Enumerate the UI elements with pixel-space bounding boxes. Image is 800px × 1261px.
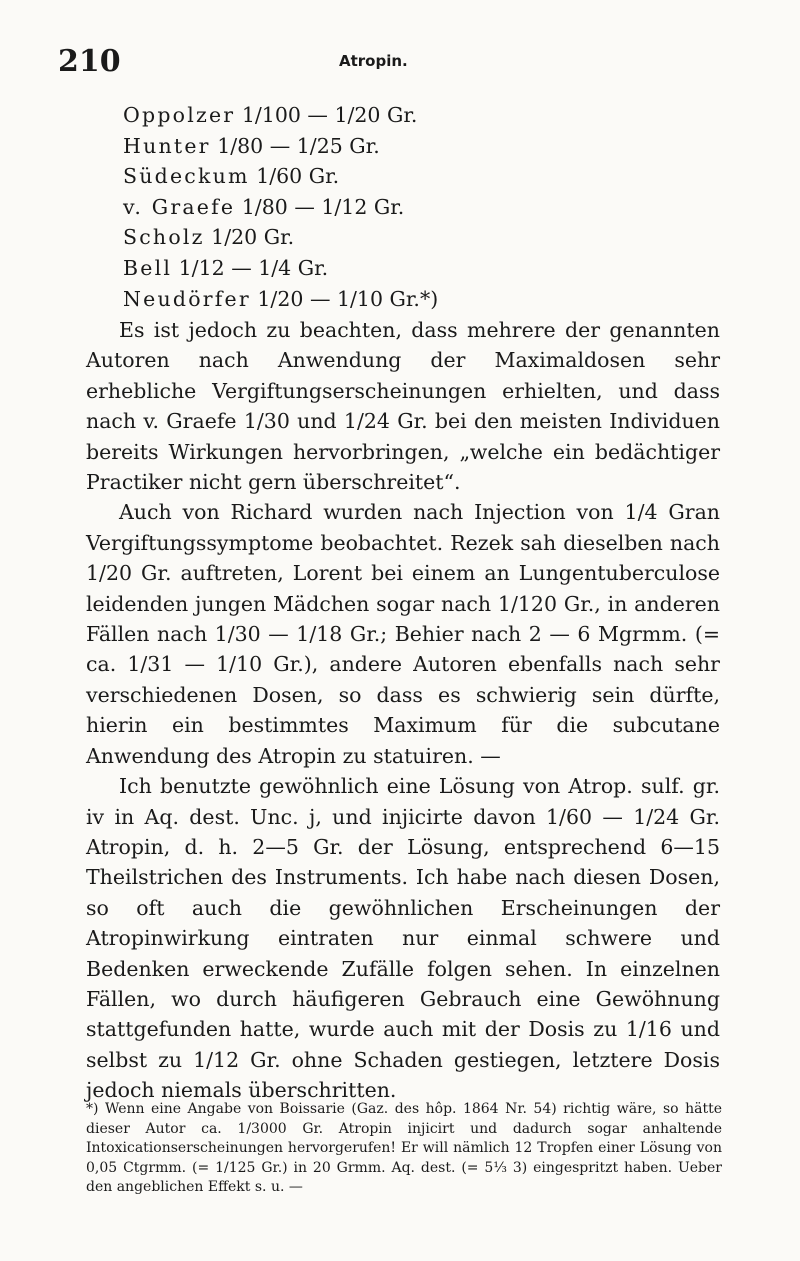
author-name: Scholz xyxy=(123,225,205,250)
paragraph: Es ist jedoch zu beachten, dass mehrere der genannten Autoren nach Anwendung der Maximaldosen sehr erhebliche Vergiftungserscheinungen erhielten, und dass nach v. Graefe 1/30 und 1/24 Gr. bei den meisten Individuen bereits Wirkungen hervorbringen, „welche ein bedächtiger Practiker nicht gern überschreitet“. xyxy=(86,318,720,495)
dose-value: 1/12 — 1/4 Gr. xyxy=(178,255,329,280)
dose-list xyxy=(123,100,438,314)
dose-row xyxy=(123,222,438,253)
dose-row xyxy=(123,161,438,192)
dose-value: 1/80 — 1/12 Gr. xyxy=(241,194,405,219)
paragraph: Auch von Richard wurden nach Injection von 1/4 Gran Vergiftungssymptome beobachtet. Rezek sah dieselben nach 1/20 Gr. auftreten, Lorent bei einem an Lungentuberculose leidenden jungen Mädchen sogar nach 1/120 Gr., in anderen Fällen nach 1/30 — 1/18 Gr.; Behier nach 2 — 6 Mgrmm. (= ca. 1/31 — 1/10 Gr.), andere Autoren ebenfalls nach sehr verschiedenen Dosen, so dass es schwierig sein dürfte, hierin ein bestimmtes Maximum für die subcutane Anwendung des Atropin zu statuiren. — xyxy=(86,500,720,768)
dose-value: 1/80 — 1/25 Gr. xyxy=(217,133,380,158)
paragraph: Ich benutzte gewöhnlich eine Lösung von Atrop. sulf. gr. iv in Aq. dest. Unc. j, und injicirte davon 1/60 — 1/24 Gr. Atropin, d. h. 2—5 Gr. der Lösung, entsprechend 6—15 Theilstrichen des Instruments. Ich habe nach diesen Dosen, so oft auch die gewöhnlichen Erscheinungen der Atropinwirkung eintraten nur einmal schwere und Bedenken erweckende Zufälle folgen sehen. In einzelnen Fällen, wo durch häufigeren Gebrauch eine Gewöhnung stattgefunden hatte, wurde auch mit der Dosis zu 1/16 und selbst zu 1/12 Gr. ohne Schaden gestiegen, letztere Dosis jedoch niemals überschritten. xyxy=(86,774,720,1103)
dose-row xyxy=(123,253,438,284)
author-name: Oppolzer xyxy=(123,103,236,127)
author-name: Bell xyxy=(123,255,173,280)
main-text xyxy=(86,315,720,1106)
dose-value: 1/20 Gr. xyxy=(211,225,295,250)
author-name: Neudörfer xyxy=(123,286,251,311)
author-name: Südeckum xyxy=(123,164,250,189)
author-name: v. Graefe xyxy=(123,194,236,219)
dose-value: 1/100 — 1/20 Gr. xyxy=(241,103,418,127)
dose-row xyxy=(123,100,438,131)
running-title: Atropin. xyxy=(339,52,408,70)
author-name: Hunter xyxy=(123,133,211,158)
page-number: 210 xyxy=(58,44,121,79)
footnote: *) Wenn eine Angabe von Boissarie (Gaz. des hôp. 1864 Nr. 54) richtig wäre, so hätte dieser Autor ca. 1/3000 Gr. Atropin injicirt und dadurch sogar anhaltende Intoxicationserscheinungen hervorgerufen! Er will nämlich 12 Tropfen einer Lösung von 0,05 Ctgrmm. (= 1/125 Gr.) in 20 Grmm. Aq. dest. (= 5⅓ 3) eingespritzt haben. Ueber den angeblichen Effekt s. u. — xyxy=(86,1101,722,1196)
dose-value: 1/20 — 1/10 Gr.*) xyxy=(257,286,439,311)
dose-row xyxy=(123,284,438,315)
dose-value: 1/60 Gr. xyxy=(256,164,340,189)
dose-row xyxy=(123,192,438,223)
dose-row xyxy=(123,131,438,162)
